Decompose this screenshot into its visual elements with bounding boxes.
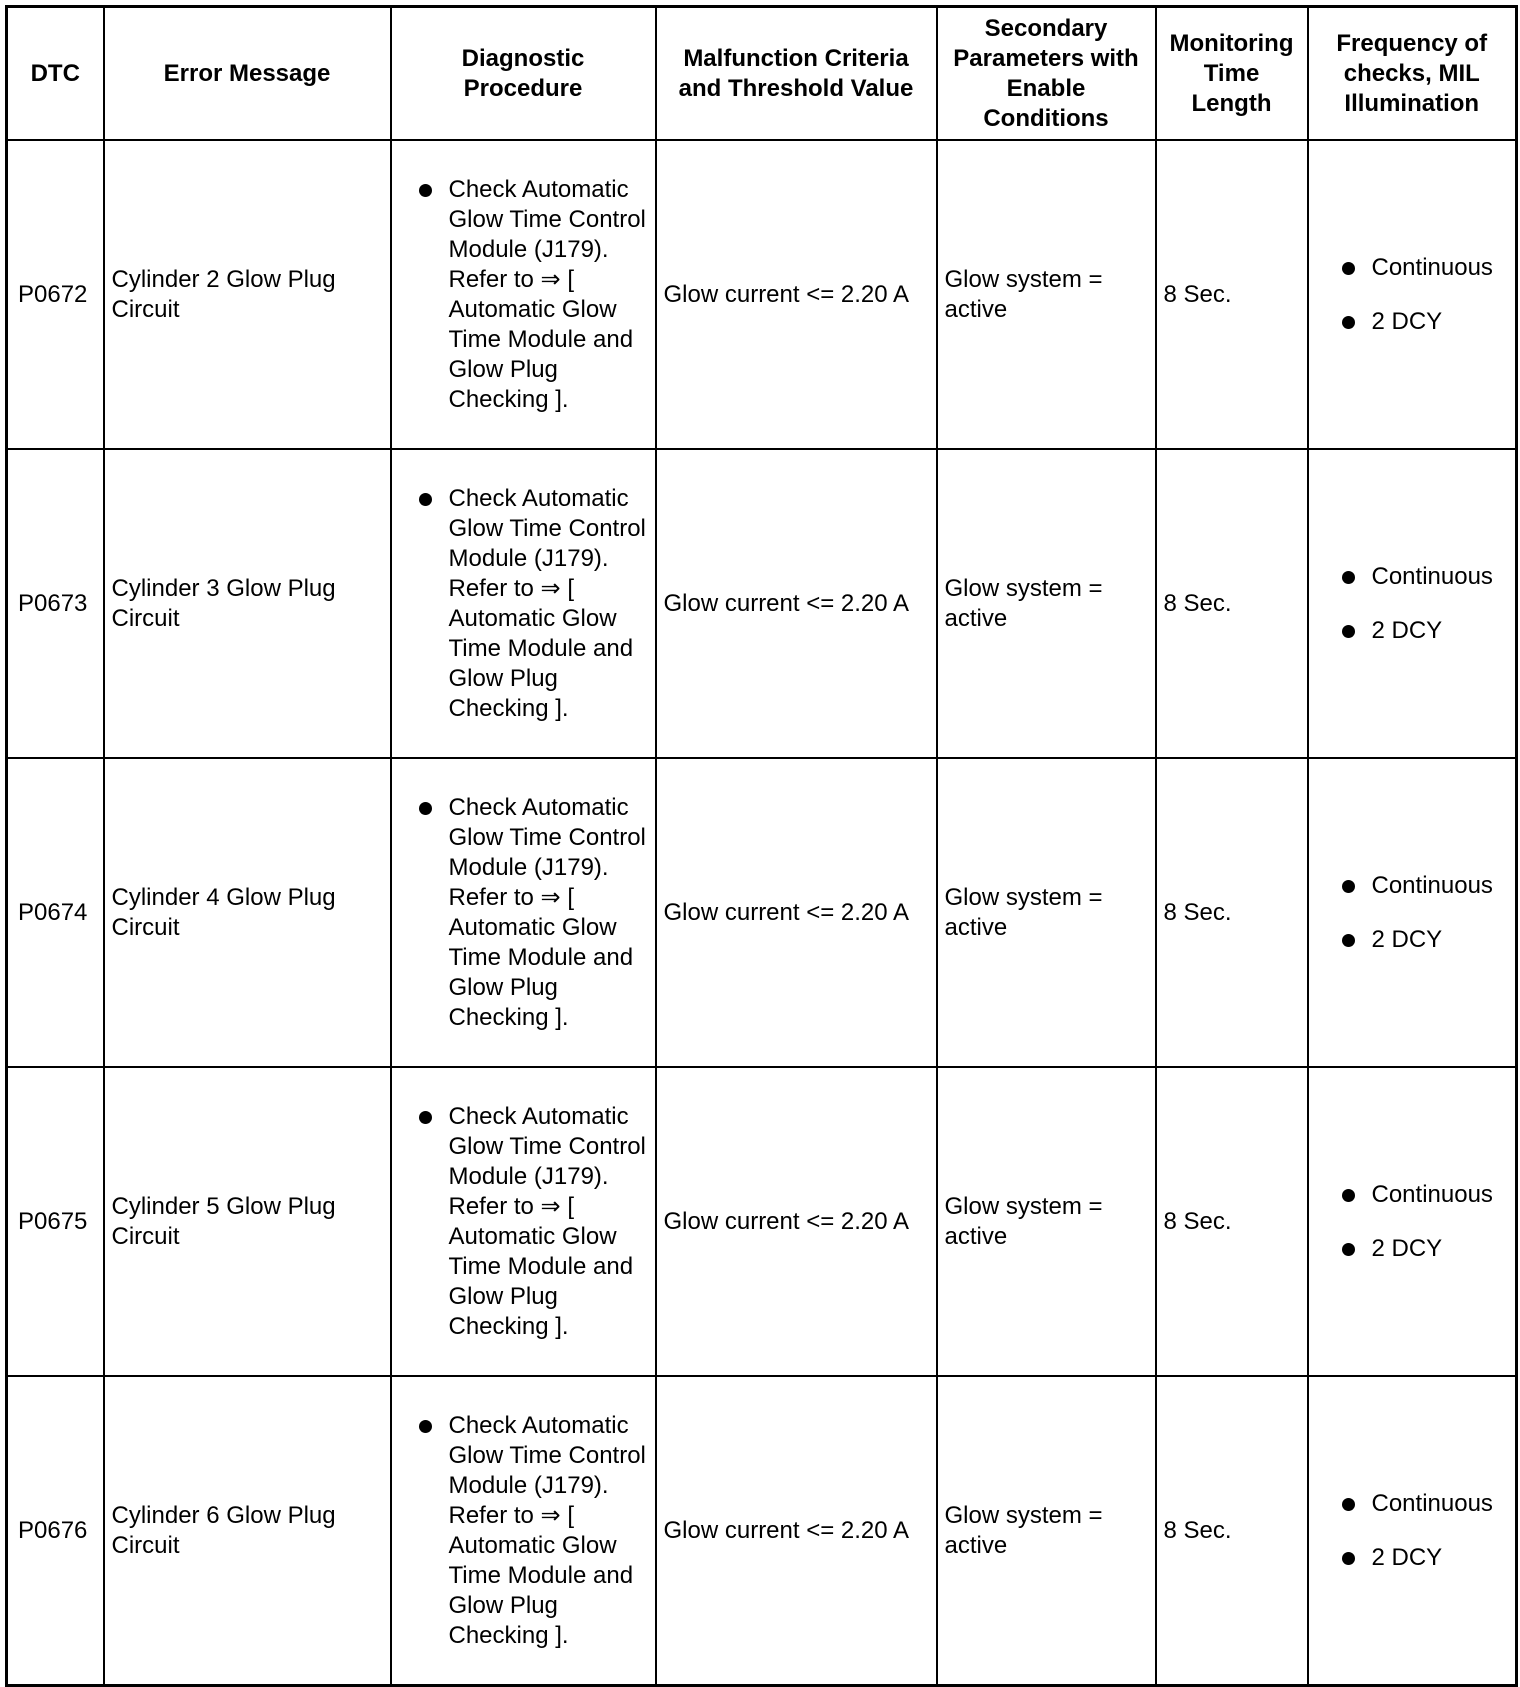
frequency-text: Continuous [1371,1489,1493,1517]
frequency-list [1316,1180,1510,1264]
frequency-item [1316,1489,1510,1519]
bullet-icon [419,184,432,197]
procedure-text: Check Automatic Glow Time Control Module (J179). Refer to ⇒ [ Automatic Glow Time Module and Glow Plug Checking ]. [448,484,646,722]
cell-malfunction-criteria: Glow current <= 2.20 A [656,758,937,1067]
bullet-icon [1342,1552,1355,1565]
cell-frequency [1308,1376,1517,1686]
bullet-icon [1342,1498,1355,1511]
procedure-list [399,793,649,1033]
cell-malfunction-criteria: Glow current <= 2.20 A [656,1067,937,1376]
table-row [7,1376,1517,1686]
cell-monitoring-time: 8 Sec. [1156,449,1308,758]
cell-diagnostic-procedure [391,1376,656,1686]
table-header [7,7,1517,141]
bullet-icon [1342,880,1355,893]
header-monitoring-time: Monitoring Time Length [1156,7,1308,141]
procedure-item [399,793,649,1033]
frequency-text: 2 DCY [1371,616,1443,644]
frequency-text: 2 DCY [1371,307,1443,335]
cell-error-message: Cylinder 2 Glow Plug Circuit [104,140,391,449]
cell-monitoring-time: 8 Sec. [1156,1376,1308,1686]
frequency-item [1316,1234,1510,1264]
cell-frequency [1308,140,1517,449]
bullet-icon [419,1111,432,1124]
bullet-icon [1342,316,1355,329]
frequency-list [1316,1489,1510,1573]
table-body [7,140,1517,1686]
cell-frequency [1308,758,1517,1067]
table-row [7,1067,1517,1376]
frequency-item [1316,562,1510,592]
cell-diagnostic-procedure [391,449,656,758]
frequency-text: Continuous [1371,253,1493,281]
frequency-text: Continuous [1371,871,1493,899]
table-row [7,758,1517,1067]
cell-malfunction-criteria: Glow current <= 2.20 A [656,449,937,758]
cell-frequency [1308,1067,1517,1376]
cell-error-message: Cylinder 5 Glow Plug Circuit [104,1067,391,1376]
frequency-text: Continuous [1371,562,1493,590]
procedure-list [399,1102,649,1342]
procedure-list [399,1411,649,1651]
frequency-item [1316,307,1510,337]
cell-secondary-parameters: Glow system = active [937,1376,1156,1686]
bullet-icon [1342,571,1355,584]
cell-diagnostic-procedure [391,758,656,1067]
bullet-icon [1342,1189,1355,1202]
procedure-text: Check Automatic Glow Time Control Module (J179). Refer to ⇒ [ Automatic Glow Time Module and Glow Plug Checking ]. [448,793,646,1031]
bullet-icon [1342,262,1355,275]
cell-secondary-parameters: Glow system = active [937,1067,1156,1376]
bullet-icon [1342,934,1355,947]
cell-dtc: P0673 [7,449,104,758]
header-dtc: DTC [7,7,104,141]
cell-dtc: P0676 [7,1376,104,1686]
cell-monitoring-time: 8 Sec. [1156,140,1308,449]
header-row [7,7,1517,141]
procedure-list [399,484,649,724]
header-diagnostic-procedure: Diagnostic Procedure [391,7,656,141]
bullet-icon [419,802,432,815]
cell-error-message: Cylinder 3 Glow Plug Circuit [104,449,391,758]
procedure-text: Check Automatic Glow Time Control Module (J179). Refer to ⇒ [ Automatic Glow Time Module and Glow Plug Checking ]. [448,1102,646,1340]
bullet-icon [419,1420,432,1433]
header-secondary-parameters: Secondary Parameters with Enable Conditions [937,7,1156,141]
procedure-item [399,1411,649,1651]
cell-secondary-parameters: Glow system = active [937,140,1156,449]
cell-diagnostic-procedure [391,140,656,449]
header-error-message: Error Message [104,7,391,141]
cell-diagnostic-procedure [391,1067,656,1376]
table-row [7,140,1517,449]
frequency-list [1316,562,1510,646]
bullet-icon [1342,1243,1355,1256]
frequency-item [1316,925,1510,955]
cell-dtc: P0672 [7,140,104,449]
header-frequency: Frequency of checks, MIL Illumination [1308,7,1517,141]
procedure-text: Check Automatic Glow Time Control Module (J179). Refer to ⇒ [ Automatic Glow Time Module and Glow Plug Checking ]. [448,175,646,413]
cell-frequency [1308,449,1517,758]
frequency-list [1316,871,1510,955]
frequency-item [1316,253,1510,283]
procedure-item [399,1102,649,1342]
cell-secondary-parameters: Glow system = active [937,758,1156,1067]
procedure-item [399,175,649,415]
cell-dtc: P0674 [7,758,104,1067]
frequency-text: 2 DCY [1371,925,1443,953]
cell-dtc: P0675 [7,1067,104,1376]
procedure-item [399,484,649,724]
frequency-text: 2 DCY [1371,1543,1443,1571]
header-malfunction-criteria: Malfunction Criteria and Threshold Value [656,7,937,141]
frequency-item [1316,1180,1510,1210]
frequency-list [1316,253,1510,337]
procedure-list [399,175,649,415]
bullet-icon [419,493,432,506]
cell-error-message: Cylinder 4 Glow Plug Circuit [104,758,391,1067]
frequency-text: Continuous [1371,1180,1493,1208]
procedure-text: Check Automatic Glow Time Control Module (J179). Refer to ⇒ [ Automatic Glow Time Module and Glow Plug Checking ]. [448,1411,646,1649]
frequency-item [1316,1543,1510,1573]
dtc-table [5,5,1518,1687]
cell-secondary-parameters: Glow system = active [937,449,1156,758]
frequency-item [1316,871,1510,901]
cell-malfunction-criteria: Glow current <= 2.20 A [656,1376,937,1686]
cell-monitoring-time: 8 Sec. [1156,1067,1308,1376]
frequency-text: 2 DCY [1371,1234,1443,1262]
bullet-icon [1342,625,1355,638]
table-row [7,449,1517,758]
cell-error-message: Cylinder 6 Glow Plug Circuit [104,1376,391,1686]
cell-malfunction-criteria: Glow current <= 2.20 A [656,140,937,449]
frequency-item [1316,616,1510,646]
cell-monitoring-time: 8 Sec. [1156,758,1308,1067]
